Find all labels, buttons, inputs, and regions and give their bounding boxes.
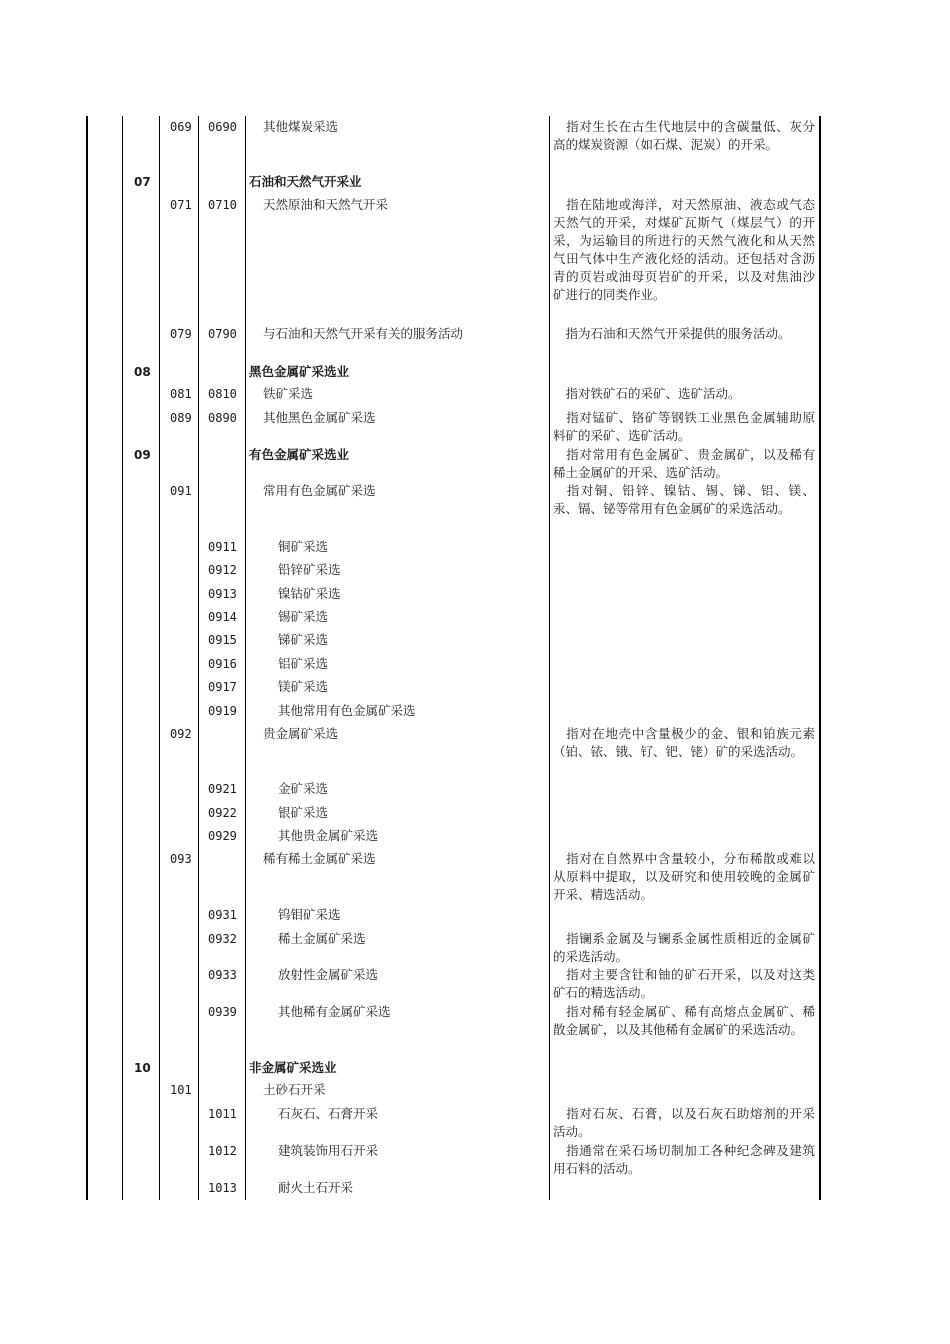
category-name: 铜矿采选 — [278, 539, 329, 554]
category-description: 指对在地壳中含量极少的金、银和铂族元素（铂、铱、锇、钌、钯、铑）矿的采选活动。 — [553, 726, 815, 759]
minor-category-code: 0710 — [208, 198, 237, 212]
medium-category-code: 091 — [170, 484, 192, 498]
category-name: 石油和天然气开采业 — [249, 174, 362, 189]
category-name: 建筑装饰用石开采 — [278, 1143, 379, 1158]
minor-category-code: 0810 — [208, 387, 237, 401]
category-description: 指在陆地或海洋，对天然原油、液态或气态天然气的开采，对煤矿瓦斯气（煤层气）的开采，为运输目的所进行的天然气液化和从天然气田气体中生产液化烃的活动。还包括对含沥青的页岩或油母页岩矿的开采，以及对焦油沙矿进行的同类作业。 — [553, 197, 815, 302]
category-description: 指对稀有轻金属矿、稀有高熔点金属矿、稀散金属矿，以及其他稀有金属矿的采选活动。 — [553, 1004, 815, 1037]
category-name: 有色金属矿采选业 — [249, 447, 350, 462]
column-divider-3 — [198, 116, 199, 1200]
category-name: 银矿采选 — [278, 805, 329, 820]
minor-category-code: 0939 — [208, 1005, 237, 1019]
category-name: 稀土金属矿采选 — [278, 931, 366, 946]
category-name: 其他煤炭采选 — [263, 119, 339, 134]
category-name: 贵金属矿采选 — [263, 726, 339, 741]
category-name: 天然原油和天然气开采 — [263, 197, 389, 212]
table-border-left — [86, 116, 88, 1200]
column-divider-1 — [122, 116, 123, 1200]
minor-category-code: 0921 — [208, 782, 237, 796]
minor-category-code: 0922 — [208, 806, 237, 820]
minor-category-code: 1012 — [208, 1144, 237, 1158]
category-description: 指镧系金属及与镧系金属性质相近的金属矿的采选活动。 — [553, 931, 815, 964]
category-name: 石灰石、石膏开采 — [278, 1106, 379, 1121]
category-description: 指对常用有色金属矿、贵金属矿，以及稀有稀土金属矿的开采、选矿活动。 — [553, 447, 815, 480]
category-description: 指对主要含钍和铀的矿石开采，以及对这类矿石的精选活动。 — [553, 967, 815, 1000]
minor-category-code: 0912 — [208, 563, 237, 577]
medium-category-code: 081 — [170, 387, 192, 401]
minor-category-code: 1011 — [208, 1107, 237, 1121]
minor-category-code: 1013 — [208, 1181, 237, 1195]
category-description: 指对生长在古生代地层中的含碳量低、灰分高的煤炭资源（如石煤、泥炭）的开采。 — [553, 119, 815, 152]
category-description: 指对铜、铅锌、镍钴、锡、锑、铝、镁、汞、镉、铋等常用有色金属矿的采选活动。 — [553, 483, 815, 516]
category-name: 钨钼矿采选 — [278, 907, 341, 922]
category-description: 指对锰矿、铬矿等钢铁工业黑色金属辅助原料矿的采矿、选矿活动。 — [553, 410, 815, 443]
minor-category-code: 0917 — [208, 680, 237, 694]
minor-category-code: 0913 — [208, 587, 237, 601]
category-name: 其他黑色金属矿采选 — [263, 410, 376, 425]
minor-category-code: 0790 — [208, 327, 237, 341]
category-description: 指对在自然界中含量较小，分布稀散或难以从原料中提取，以及研究和使用较晚的金属矿开采、精选活动。 — [553, 851, 815, 902]
major-category-code: 07 — [134, 175, 151, 189]
major-category-code: 10 — [134, 1061, 151, 1075]
column-divider-2 — [159, 116, 160, 1200]
medium-category-code: 089 — [170, 411, 192, 425]
category-name: 其他常用有色金属矿采选 — [278, 703, 416, 718]
medium-category-code: 101 — [170, 1083, 192, 1097]
category-description: 指对铁矿石的采矿、选矿活动。 — [553, 386, 741, 401]
major-category-code: 09 — [134, 448, 151, 462]
minor-category-code: 0916 — [208, 657, 237, 671]
category-name: 与石油和天然气开采有关的服务活动 — [263, 326, 464, 341]
medium-category-code: 093 — [170, 852, 192, 866]
column-divider-4 — [245, 116, 246, 1200]
minor-category-code: 0915 — [208, 633, 237, 647]
category-name: 耐火土石开采 — [278, 1180, 354, 1195]
category-name: 稀有稀土金属矿采选 — [263, 851, 376, 866]
category-description: 指为石油和天然气开采提供的服务活动。 — [553, 326, 791, 341]
category-name: 其他贵金属矿采选 — [278, 828, 379, 843]
minor-category-code: 0931 — [208, 908, 237, 922]
category-name: 锑矿采选 — [278, 632, 329, 647]
column-divider-5 — [549, 116, 550, 1200]
minor-category-code: 0890 — [208, 411, 237, 425]
category-name: 锡矿采选 — [278, 609, 329, 624]
category-description: 指通常在采石场切制加工各种纪念碑及建筑用石料的活动。 — [553, 1143, 815, 1176]
category-name: 土砂石开采 — [263, 1082, 326, 1097]
medium-category-code: 069 — [170, 120, 192, 134]
minor-category-code: 0932 — [208, 932, 237, 946]
minor-category-code: 0690 — [208, 120, 237, 134]
minor-category-code: 0933 — [208, 968, 237, 982]
medium-category-code: 071 — [170, 198, 192, 212]
minor-category-code: 0914 — [208, 610, 237, 624]
minor-category-code: 0911 — [208, 540, 237, 554]
minor-category-code: 0929 — [208, 829, 237, 843]
minor-category-code: 0919 — [208, 704, 237, 718]
category-name: 镍钴矿采选 — [278, 586, 341, 601]
medium-category-code: 079 — [170, 327, 192, 341]
category-name: 铝矿采选 — [278, 656, 329, 671]
medium-category-code: 092 — [170, 727, 192, 741]
category-name: 铁矿采选 — [263, 386, 314, 401]
table-border-right — [819, 116, 821, 1200]
category-name: 镁矿采选 — [278, 679, 329, 694]
category-name: 金矿采选 — [278, 781, 329, 796]
category-name: 常用有色金属矿采选 — [263, 483, 376, 498]
major-category-code: 08 — [134, 365, 151, 379]
category-description: 指对石灰、石膏，以及石灰石助熔剂的开采活动。 — [553, 1106, 815, 1139]
category-name: 放射性金属矿采选 — [278, 967, 379, 982]
category-name: 其他稀有金属矿采选 — [278, 1004, 391, 1019]
category-name: 铅锌矿采选 — [278, 562, 341, 577]
category-name: 非金属矿采选业 — [249, 1060, 337, 1075]
category-name: 黑色金属矿采选业 — [249, 364, 350, 379]
